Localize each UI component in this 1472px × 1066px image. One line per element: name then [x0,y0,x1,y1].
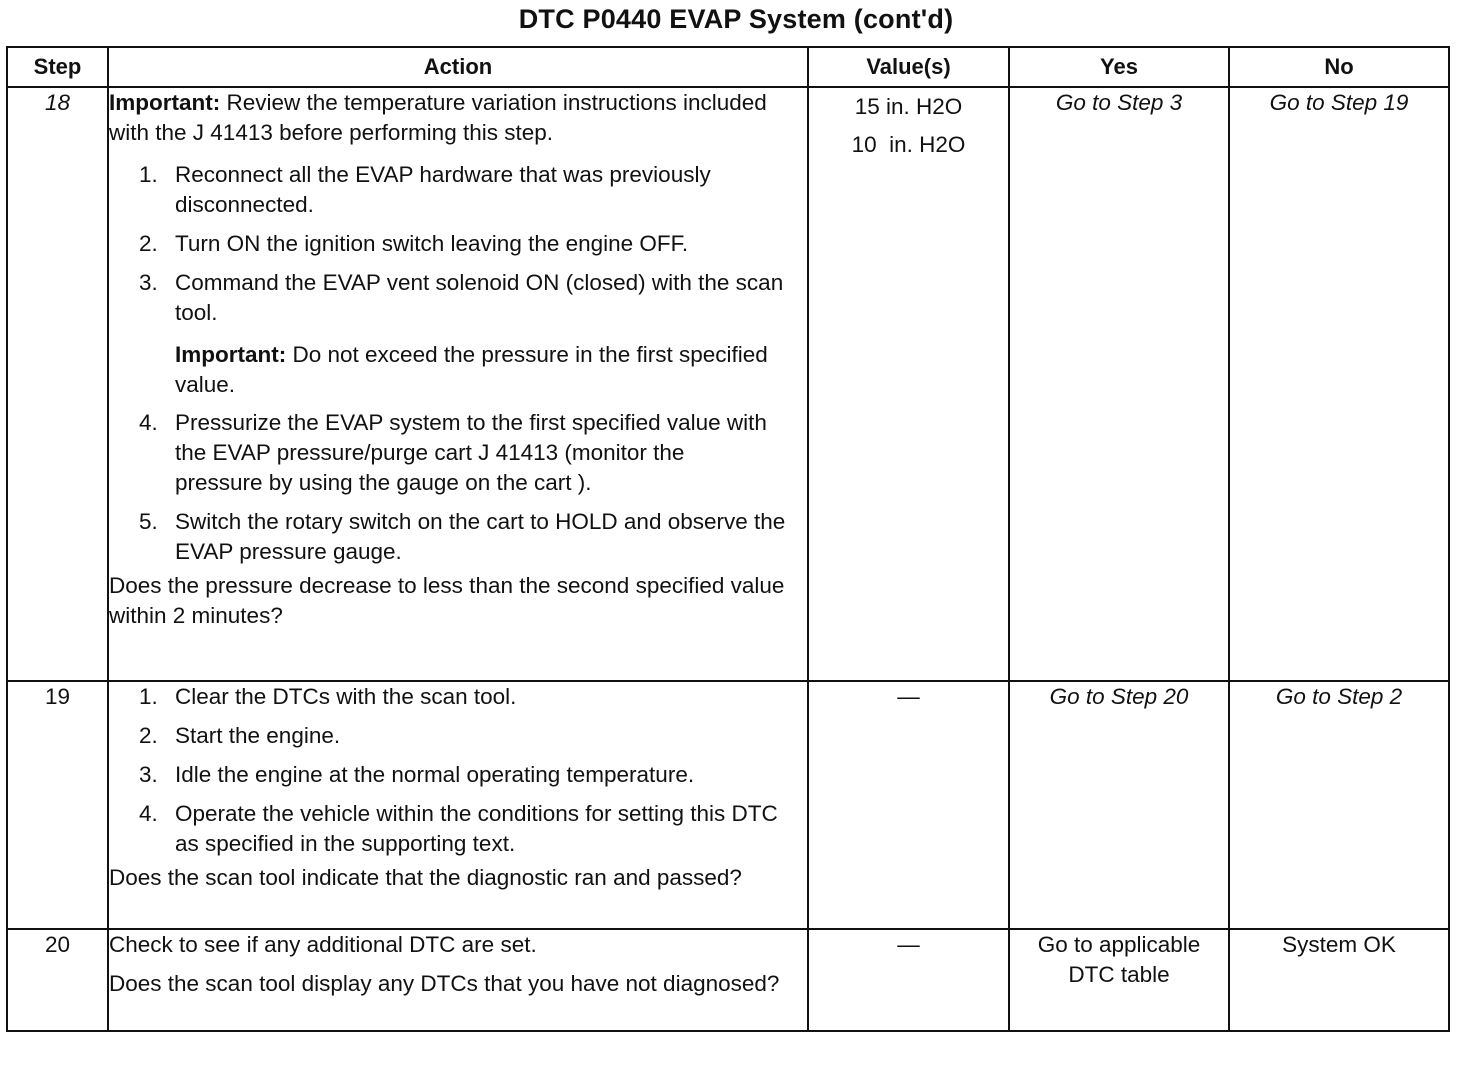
action-question: Does the scan tool display any DTCs that you have not diagnosed? [109,971,780,996]
yes-text: DTC table [1068,962,1170,987]
no-link: Go to Step 19 [1269,90,1409,115]
yes-cell [1009,681,1229,929]
important-label: Important: [109,90,221,115]
list-item: 2. Turn ON the ignition switch leaving the engine OFF. [139,231,689,256]
action-cell [108,681,808,929]
yes-cell [1009,929,1229,1031]
action-question: Does the pressure decrease to less than the second specified value within 2 minutes? [109,573,785,628]
yes-link: Go to Step 20 [1049,684,1189,709]
list-item: 4. Pressurize the EVAP system to the first specified value with the EVAP pressure/purge cart J 41413 (monitor the pressure by using the gauge on the cart ). [139,410,767,495]
important-note [109,340,807,400]
action-question: Does the scan tool indicate that the diagnostic ran and passed? [109,865,742,890]
yes-link: Go to Step 3 [1055,90,1183,115]
value-text: 10 in. H2O [851,132,966,157]
no-cell [1229,87,1449,681]
table-row [7,929,1449,1031]
list-item: 3. Idle the engine at the normal operating temperature. [139,762,695,787]
step-number: 18 [7,87,108,681]
table-row [7,87,1449,681]
list-item: 3. Command the EVAP vent solenoid ON (closed) with the scan tool. [139,270,784,325]
no-cell [1229,929,1449,1031]
step-number: 19 [7,681,108,929]
table-row [7,681,1449,929]
action-cell [108,87,808,681]
no-cell [1229,681,1449,929]
important-text: Review the temperature variation instructions included with the J 41413 before performing this step. [109,90,767,145]
header-values: Value(s) [808,47,1009,87]
important-text: Do not exceed the pressure in the first specified value. [175,342,768,397]
yes-text: Go to applicable [1037,932,1201,957]
important-label: Important: [175,342,287,367]
step-number: 20 [7,929,108,1031]
header-action: Action [108,47,808,87]
action-cell [108,929,808,1031]
action-steps [109,682,807,859]
value-cell: — [808,681,1009,929]
header-step: Step [7,47,108,87]
header-yes: Yes [1009,47,1229,87]
list-item: 2. Start the engine. [139,723,341,748]
list-item: 1. Clear the DTCs with the scan tool. [139,684,517,709]
action-steps [109,160,807,328]
important-note [109,88,807,148]
value-cell: — [808,929,1009,1031]
diagnostic-table [6,46,1450,1032]
value-text: 15 in. H2O [854,94,963,119]
value-cell [808,87,1009,681]
action-text: Check to see if any additional DTC are set. [109,932,537,957]
page-title: DTC P0440 EVAP System (cont'd) [518,4,954,34]
no-text: System OK [1282,932,1396,957]
action-steps [109,408,807,567]
list-item: 5. Switch the rotary switch on the cart to HOLD and observe the EVAP pressure gauge. [139,509,786,564]
header-row [7,47,1449,87]
no-link: Go to Step 2 [1275,684,1403,709]
yes-cell [1009,87,1229,681]
header-no: No [1229,47,1449,87]
list-item: 1. Reconnect all the EVAP hardware that was previously disconnected. [139,162,711,217]
list-item: 4. Operate the vehicle within the conditions for setting this DTC as specified in the supporting text. [139,801,778,856]
